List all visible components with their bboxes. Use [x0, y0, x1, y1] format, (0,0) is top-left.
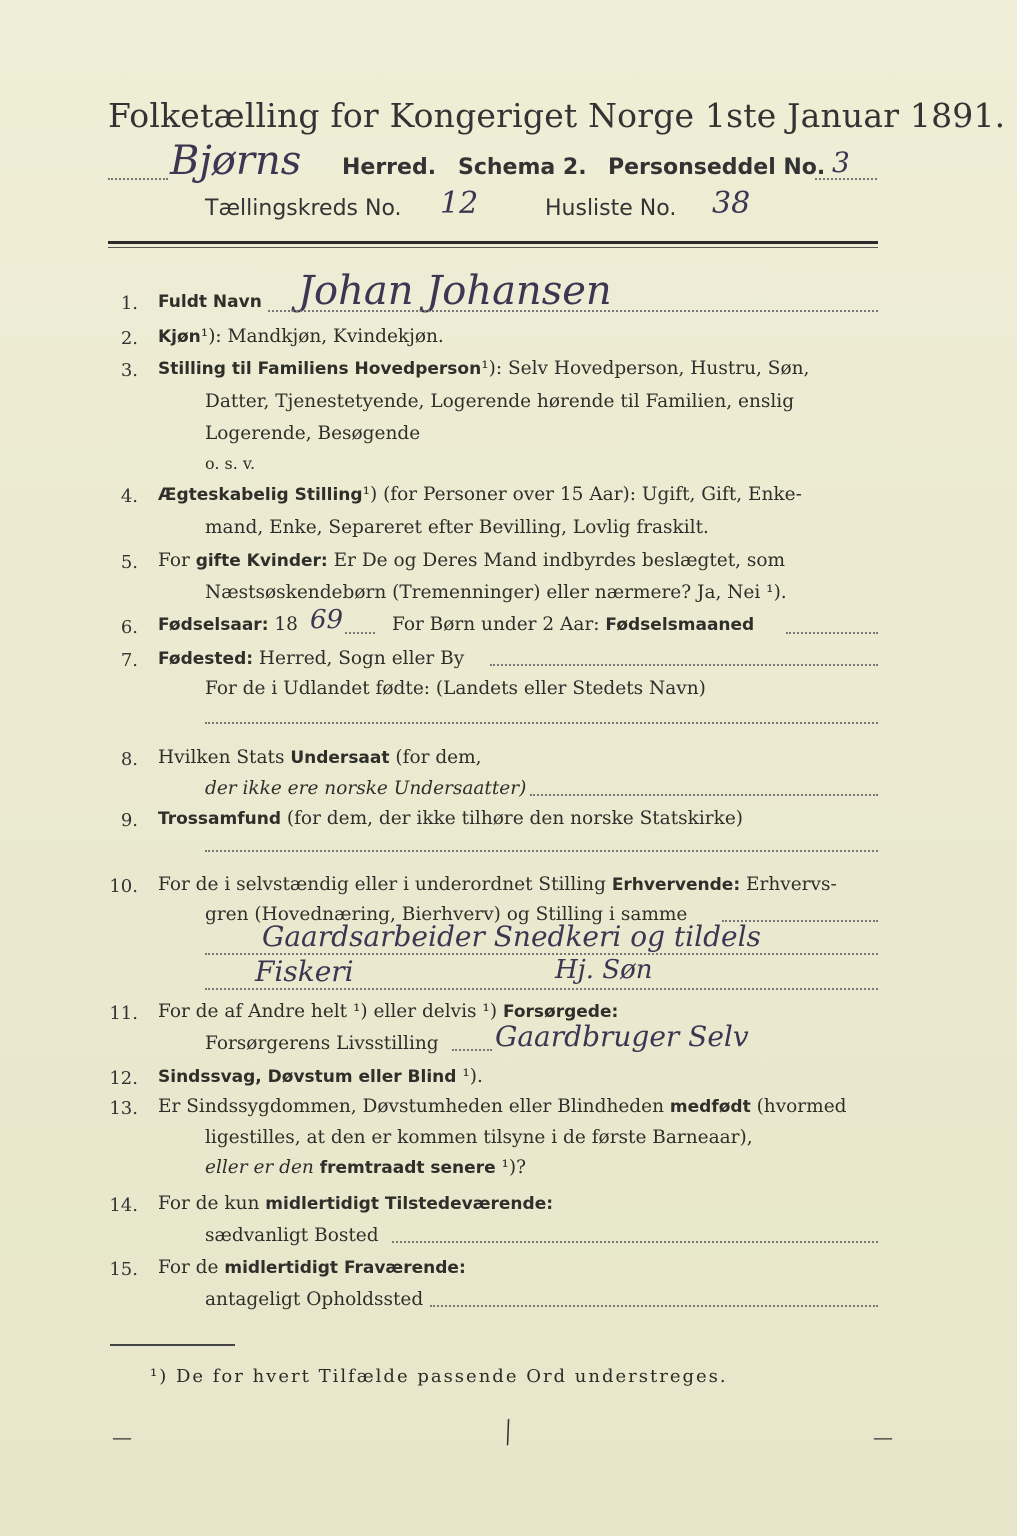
field-label: Undersaat [290, 748, 390, 768]
field-prefix: For de af Andre helt ¹) eller delvis ¹) [158, 1001, 503, 1022]
item-line: gren (Hovednæring, Bierhverv) og Stilling i samme [205, 904, 688, 925]
item-number: 7. [120, 650, 138, 671]
dotted-line [268, 310, 878, 312]
husliste-number: 38 [712, 186, 751, 221]
husliste-label: Husliste No. [545, 196, 677, 221]
item-number: 12. [109, 1068, 138, 1089]
pencil-mark: ╱ [497, 1418, 519, 1446]
item-line [158, 326, 444, 347]
item-number: 1. [120, 293, 138, 314]
field-label: Erhvervende: [611, 875, 741, 895]
birth-year-value: 69 [310, 605, 344, 635]
field-label: Kjøn [158, 327, 201, 347]
dotted-line [452, 1049, 492, 1051]
item-line [158, 1096, 846, 1117]
occupation-note: Hj. Søn [555, 955, 653, 985]
item-line [158, 648, 464, 669]
footnote-rule [110, 1344, 235, 1346]
item-line [158, 484, 802, 505]
field-options: Herred, Sogn eller By [253, 648, 465, 669]
item-line: Næstsøskendebørn (Tremenninger) eller nærmere? Ja, Nei ¹). [205, 582, 787, 603]
field-options: (for dem, [389, 747, 482, 768]
field-label: Fødselsaar: [158, 615, 269, 635]
field-prefix: For [158, 550, 196, 571]
field-options: For Børn under 2 Aar: [392, 614, 606, 635]
dotted-line [205, 722, 878, 724]
item-number: 2. [120, 328, 138, 349]
field-prefix: For de i selvstændig eller i underordnet Stilling [158, 874, 612, 895]
item-number: 5. [120, 552, 138, 573]
pencil-mark: — [873, 1425, 893, 1449]
item-line [158, 614, 298, 635]
footnote: ¹) De for hvert Tilfælde passende Ord understreges. [150, 1366, 728, 1387]
item-line: Forsørgerens Livsstilling [205, 1033, 439, 1054]
item-line [158, 747, 482, 768]
field-label: midlertidigt Fraværende: [224, 1258, 466, 1278]
item-line: For de i Udlandet fødte: (Landets eller Stedets Navn) [205, 678, 706, 699]
field-prefix: For de [158, 1257, 225, 1278]
herred-name: Bjørns [170, 138, 302, 184]
item-line: Datter, Tjenestetyende, Logerende hørende til Familien, enslig [205, 391, 795, 412]
dotted-line [815, 178, 877, 180]
item-number: 8. [120, 749, 138, 770]
item-number: 11. [109, 1003, 138, 1024]
dotted-line [205, 850, 878, 852]
item-line [392, 614, 754, 635]
item-line [158, 808, 743, 829]
dotted-line [490, 664, 878, 666]
field-options: ¹). [456, 1066, 483, 1087]
item-line [158, 291, 262, 312]
field-label: medfødt [669, 1097, 751, 1117]
field-label: Stilling til Familiens Hovedperson [158, 359, 482, 379]
item-line [158, 1193, 553, 1214]
dotted-line [345, 632, 375, 634]
field-label: Fødested: [158, 649, 254, 669]
field-prefix: For de kun [158, 1193, 266, 1214]
field-options: 18 [268, 614, 298, 635]
provider-value: Gaardbruger Selv [495, 1020, 749, 1053]
personseddel-number: 3 [832, 146, 850, 179]
dotted-line [205, 988, 878, 990]
field-prefix: Hvilken Stats [158, 747, 291, 768]
item-line [205, 1157, 526, 1178]
occupation-value-2: Fiskeri [255, 955, 354, 988]
schema-label: Schema 2. [458, 155, 587, 180]
personseddel-label: Personseddel No. [608, 155, 826, 180]
field-options: Er De og Deres Mand indbyrdes beslægtet, som [327, 550, 786, 571]
field-prefix: eller er den [205, 1157, 320, 1178]
herred-label: Herred. [342, 155, 437, 180]
kreds-number: 12 [440, 186, 479, 221]
item-line: o. s. v. [205, 454, 256, 473]
item-number: 6. [120, 617, 138, 638]
field-options: (hvormed [750, 1096, 847, 1117]
item-line [158, 874, 837, 895]
item-line: ligestilles, at den er kommen tilsyne i de første Barneaar), [205, 1127, 753, 1148]
item-line [158, 358, 809, 379]
field-options: ¹): Selv Hovedperson, Hustru, Søn, [481, 358, 810, 379]
field-label: Forsørgede: [502, 1002, 619, 1022]
dotted-line [392, 1241, 878, 1243]
item-number: 14. [109, 1195, 138, 1216]
field-options: ¹)? [495, 1157, 527, 1178]
form-title: Folketælling for Kongeriget Norge 1ste Januar 1891. [108, 96, 1006, 135]
dotted-line [430, 1305, 878, 1307]
item-line [158, 1001, 618, 1022]
item-number: 3. [120, 360, 138, 381]
field-label: gifte Kvinder: [195, 551, 328, 571]
occupation-value: Gaardsarbeider Snedkeri og tildels [262, 920, 761, 953]
field-label: Trossamfund [158, 809, 281, 829]
item-number: 13. [109, 1098, 138, 1119]
kreds-label: Tællingskreds No. [205, 196, 402, 221]
field-label: Ægteskabelig Stilling [158, 485, 363, 505]
item-number: 9. [120, 810, 138, 831]
full-name-value: Johan Johansen [298, 268, 612, 314]
header-rule [108, 241, 878, 244]
item-number: 15. [109, 1259, 138, 1280]
item-line: sædvanligt Bosted [205, 1225, 379, 1246]
field-prefix: Er Sindssygdommen, Døvstumheden eller Blindheden [158, 1096, 670, 1117]
item-line: der ikke ere norske Undersaatter) [205, 778, 527, 799]
item-line: antageligt Opholdssted [205, 1289, 424, 1310]
field-label: Fødselsmaaned [605, 615, 755, 635]
dotted-line [108, 178, 168, 180]
item-line: Logerende, Besøgende [205, 423, 421, 444]
field-label: Sindssvag, Døvstum eller Blind [158, 1067, 457, 1087]
dotted-line [530, 794, 878, 796]
item-line [158, 1257, 466, 1278]
field-label: midlertidigt Tilstedeværende: [265, 1194, 554, 1214]
field-options: ¹) (for Personer over 15 Aar): Ugift, Gift, Enke- [362, 484, 802, 505]
item-line: mand, Enke, Separeret efter Bevilling, Lovlig fraskilt. [205, 517, 709, 538]
item-number: 4. [120, 486, 138, 507]
field-options: ¹): Mandkjøn, Kvindekjøn. [200, 326, 444, 347]
field-label: fremtraadt senere [319, 1158, 496, 1178]
field-options: Erhvervs- [740, 874, 837, 895]
pencil-mark: — [112, 1425, 132, 1449]
item-line [158, 550, 785, 571]
item-number: 10. [109, 876, 138, 897]
field-options: (for dem, der ikke tilhøre den norske Statskirke) [280, 808, 743, 829]
dotted-line [786, 632, 878, 634]
header-rule-thin [108, 247, 878, 248]
item-line [158, 1066, 483, 1087]
field-label: Fuldt Navn [158, 292, 262, 312]
